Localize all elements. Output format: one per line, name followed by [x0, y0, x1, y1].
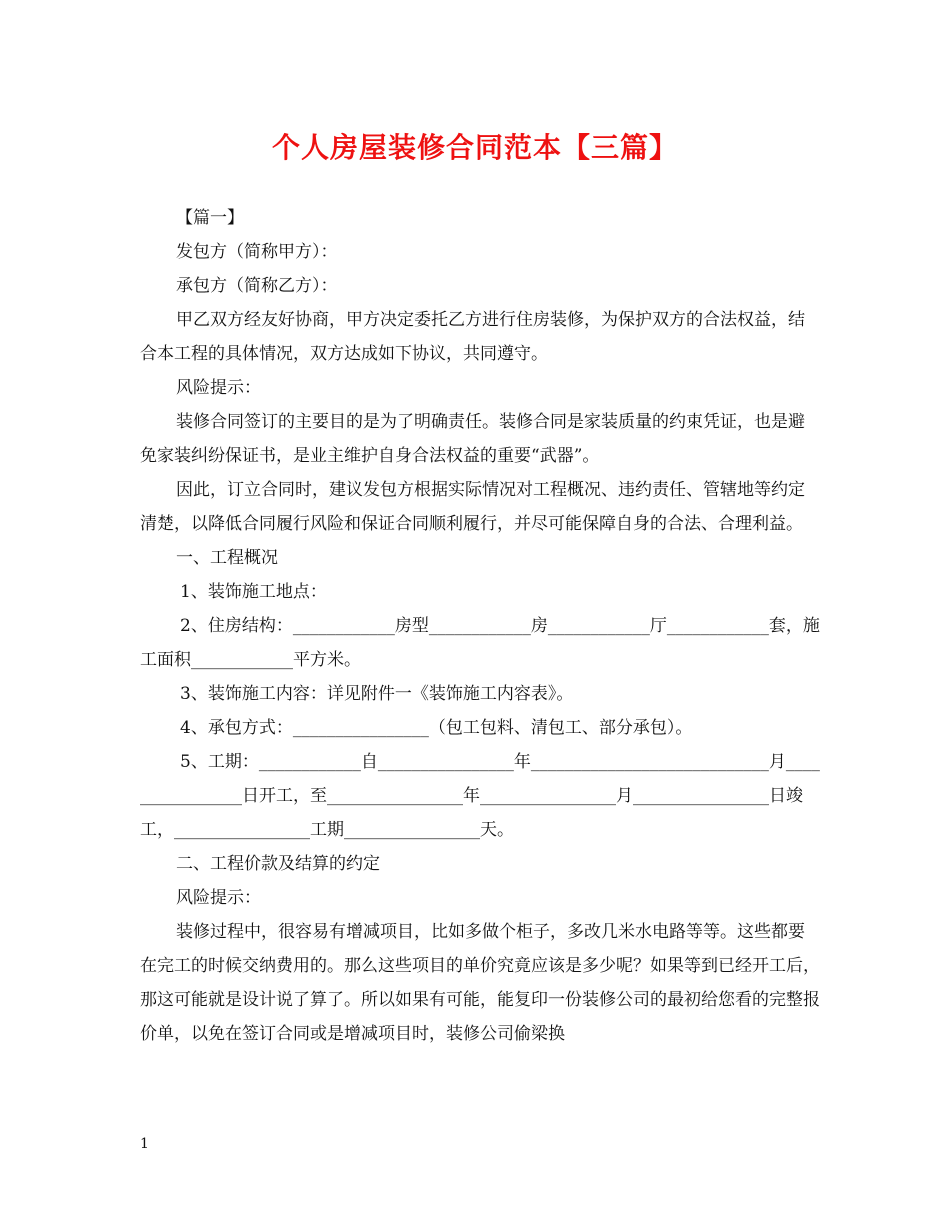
- document-title: 个人房屋装修合同范本【三篇】: [271, 131, 678, 164]
- section-heading: 【篇一】: [176, 208, 244, 228]
- paragraph: 因此，订立合同时，建议发包方根据实际情况对工程概况、违约责任、管辖地等约定清楚，以降低合同履行风险和保证合同顺利履行，并尽可能保障自身的合法、合理利益。: [140, 480, 805, 534]
- clause-item: 4、承包方式：________________（包工包料、清包工、部分承包）。: [180, 718, 693, 738]
- paragraph: 甲乙双方经友好协商，甲方决定委托乙方进行住房装修，为保护双方的合法权益，结合本工程的具体情况，双方达成如下协议，共同遵守。: [140, 310, 805, 364]
- clause-item: 1、装饰施工地点：: [180, 582, 327, 602]
- party-b-line: 承包方（简称乙方）：: [176, 276, 338, 296]
- clause-item: 2、住房结构：____________房型____________房____________厅____________套，施工面积____________平方米。: [140, 616, 820, 670]
- risk-tip-heading: 风险提示：: [176, 378, 261, 398]
- risk-tip-heading: 风险提示：: [176, 888, 261, 908]
- clause-item: 3、装饰施工内容：详见附件一《装饰施工内容表》。: [180, 684, 574, 704]
- clause-item: 5、工期：____________自________________年____________________________月________________日开工，至________________年________________月________________日竣工，________________工期________________天。: [140, 752, 820, 840]
- document-body: [140, 201, 820, 1051]
- party-a-line: 发包方（简称甲方）：: [176, 242, 338, 262]
- paragraph: 装修过程中，很容易有增减项目，比如多做个柜子，多改几米水电路等等。这些都要在完工的时候交纳费用的。那么这些项目的单价究竟应该是多少呢？如果等到已经开工后，那这可能就是设计说了算了。所以如果有可能，能复印一份装修公司的最初给您看的完整报价单，以免在签订合同或是增减项目时，装修公司偷梁换: [140, 922, 820, 1044]
- page-number: 1: [140, 1136, 149, 1152]
- clause-heading: 一、工程概况: [176, 548, 278, 568]
- paragraph: 装修合同签订的主要目的是为了明确责任。装修合同是家装质量的约束凭证，也是避免家装纠纷保证书，是业主维护自身合法权益的重要“武器”。: [140, 412, 805, 466]
- clause-heading: 二、工程价款及结算的约定: [176, 854, 380, 874]
